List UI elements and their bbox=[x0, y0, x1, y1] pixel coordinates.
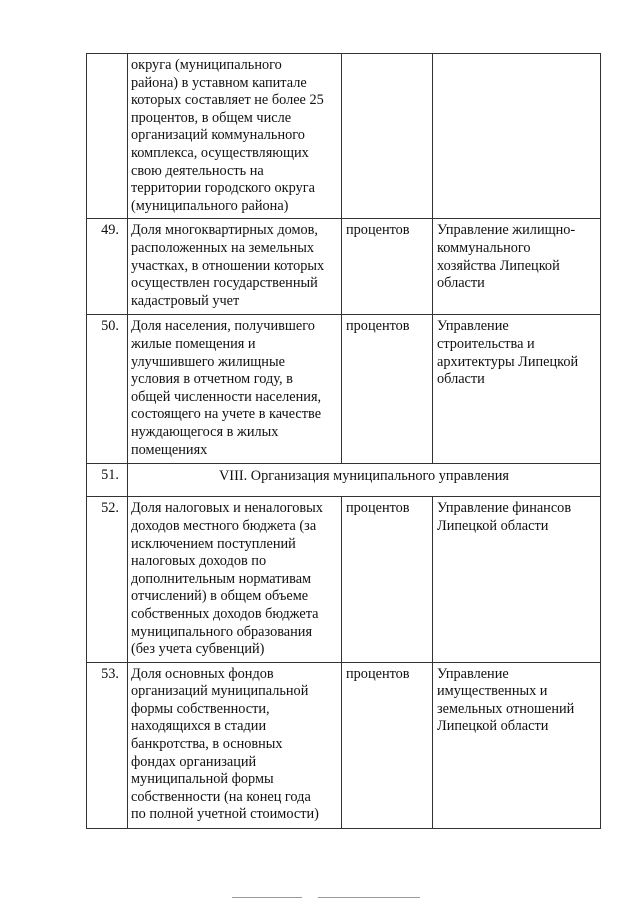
row-number: 50. bbox=[87, 315, 128, 464]
section-row bbox=[87, 464, 601, 497]
indicator-name bbox=[128, 315, 342, 464]
indicator-name-text: Доля основных фондов организаций муниципальной формы собственности, находящихся в стадии банкротства, в основных фондах организаций муниципальной формы собственности (на конец года по полной учетной стоимости) bbox=[131, 665, 319, 823]
table-row bbox=[87, 54, 601, 219]
table-row bbox=[87, 219, 601, 315]
indicator-name bbox=[128, 662, 342, 828]
unit-cell bbox=[342, 54, 433, 219]
responsible-body bbox=[433, 662, 601, 828]
section-title: VIII. Организация муниципального управления bbox=[128, 464, 601, 497]
responsible-body bbox=[433, 54, 601, 219]
indicator-name-text: округа (муниципального района) в уставном капитале которых составляет не более 25 процентов, в общем числе организаций коммунального комплекса, осуществляющих свою деятельность на территории городского округа (муниципального района) bbox=[131, 57, 324, 214]
table-row bbox=[87, 497, 601, 662]
footer-divider bbox=[232, 897, 302, 898]
row-number bbox=[87, 54, 128, 219]
indicator-name bbox=[128, 219, 342, 315]
indicator-name-text: Доля многоквартирных домов, расположенных на земельных участках, в отношении которых осуществлен государственный кадастровый учет bbox=[131, 222, 325, 309]
unit-cell: процентов bbox=[342, 219, 433, 315]
responsible-body bbox=[433, 315, 601, 464]
row-number: 52. bbox=[87, 497, 128, 662]
unit-cell: процентов bbox=[342, 662, 433, 828]
indicator-name-text: Доля налоговых и неналоговых доходов местного бюджета (за исключением поступлений налоговых доходов по дополнительным нормативам отчислений) в общем объеме собственных доходов бюджета муниципального образования (без учета субвенций) bbox=[131, 500, 323, 658]
responsible-body-text: Управление имущественных и земельных отношений Липецкой области bbox=[437, 665, 575, 735]
responsible-body-text: Управление финансов Липецкой области bbox=[437, 500, 572, 534]
responsible-body-text: Управление жилищно- коммунального хозяйства Липецкой области bbox=[437, 222, 576, 292]
indicators-table bbox=[86, 53, 601, 829]
indicator-name-text: Доля населения, получившего жилые помещения и улучшившего жилищные условия в отчетном году, в общей численности населения, состоящего на учете в качестве нуждающегося в жилых помещениях bbox=[131, 318, 322, 458]
row-number: 53. bbox=[87, 662, 128, 828]
responsible-body-text: Управление строительства и архитектуры Липецкой области bbox=[437, 318, 579, 388]
row-number: 49. bbox=[87, 219, 128, 315]
row-number: 51. bbox=[87, 464, 128, 497]
footer-divider bbox=[318, 897, 420, 898]
unit-cell: процентов bbox=[342, 497, 433, 662]
responsible-body bbox=[433, 497, 601, 662]
indicator-name bbox=[128, 497, 342, 662]
responsible-body bbox=[433, 219, 601, 315]
unit-cell: процентов bbox=[342, 315, 433, 464]
indicator-name bbox=[128, 54, 342, 219]
table-row bbox=[87, 662, 601, 828]
table-row bbox=[87, 315, 601, 464]
